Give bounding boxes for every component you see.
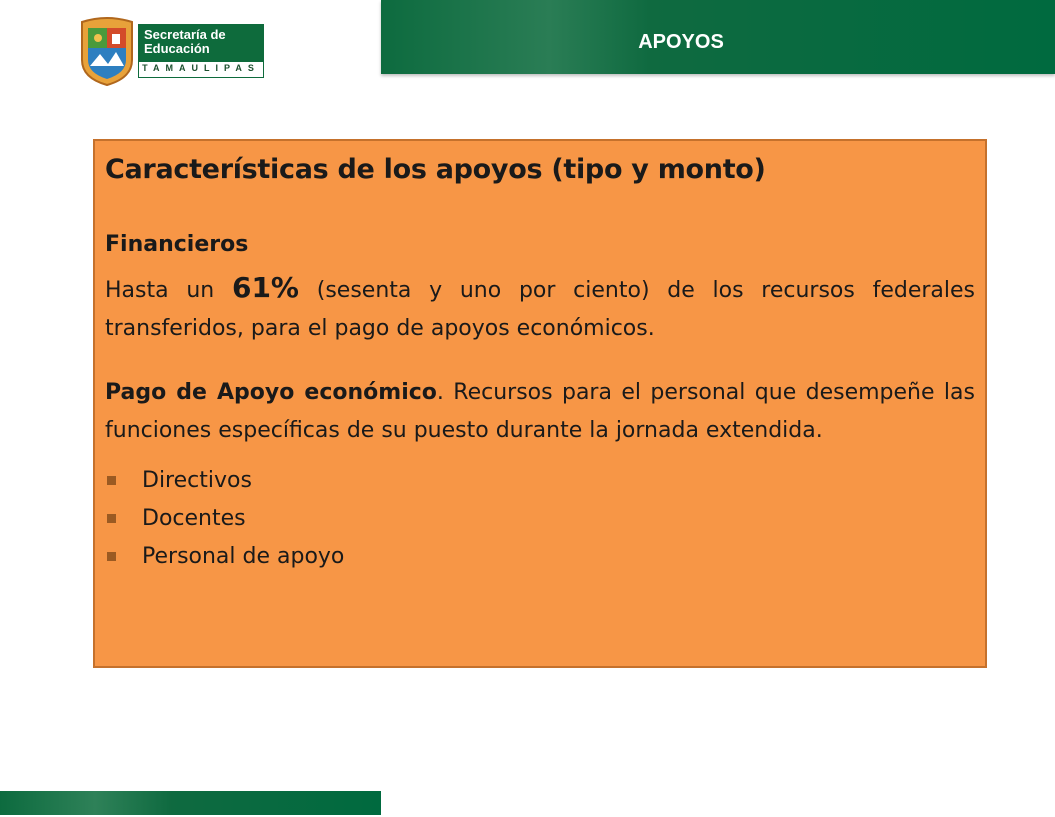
- paragraph-percentage-pre: Hasta un: [105, 278, 232, 303]
- page-title-text: APOYOS: [638, 31, 724, 53]
- percentage-value: 61%: [231, 271, 299, 304]
- list-item: [105, 462, 975, 500]
- bullet-list: [105, 462, 975, 576]
- list-item: [105, 538, 975, 576]
- header-banner: [381, 0, 1055, 74]
- content-card: [93, 139, 987, 668]
- payment-term: Pago de Apoyo económico: [105, 380, 437, 405]
- card-title: Características de los apoyos (tipo y monto): [105, 154, 766, 185]
- logo-line-3: TAMAULIPAS: [142, 63, 260, 73]
- logo-line-1: Secretaría de: [144, 27, 226, 42]
- square-bullet-icon: [107, 476, 116, 485]
- paragraph-percentage: [105, 269, 975, 348]
- logo: [78, 16, 264, 86]
- section-subtitle: Financieros: [105, 232, 249, 257]
- square-bullet-icon: [107, 552, 116, 561]
- tamaulipas-coat-of-arms-icon: [78, 16, 136, 86]
- paragraph-percentage-post: (sesenta y uno por ciento) de los recursos federales transferidos, para el pago de apoyos económicos.: [105, 278, 975, 341]
- page-title: [381, 31, 1055, 54]
- list-item: [105, 500, 975, 538]
- logo-band: [138, 61, 264, 78]
- footer-bar: [0, 791, 381, 815]
- list-item-label: Personal de apoyo: [142, 544, 345, 569]
- logo-line-2: Educación: [144, 41, 210, 56]
- list-item-label: Directivos: [142, 468, 252, 493]
- payment-description: . Recursos para el personal que desempeñe las funciones específicas de su puesto durante la jornada extendida.: [105, 380, 975, 443]
- paragraph-payment: [105, 374, 975, 450]
- list-item-label: Docentes: [142, 506, 246, 531]
- square-bullet-icon: [107, 514, 116, 523]
